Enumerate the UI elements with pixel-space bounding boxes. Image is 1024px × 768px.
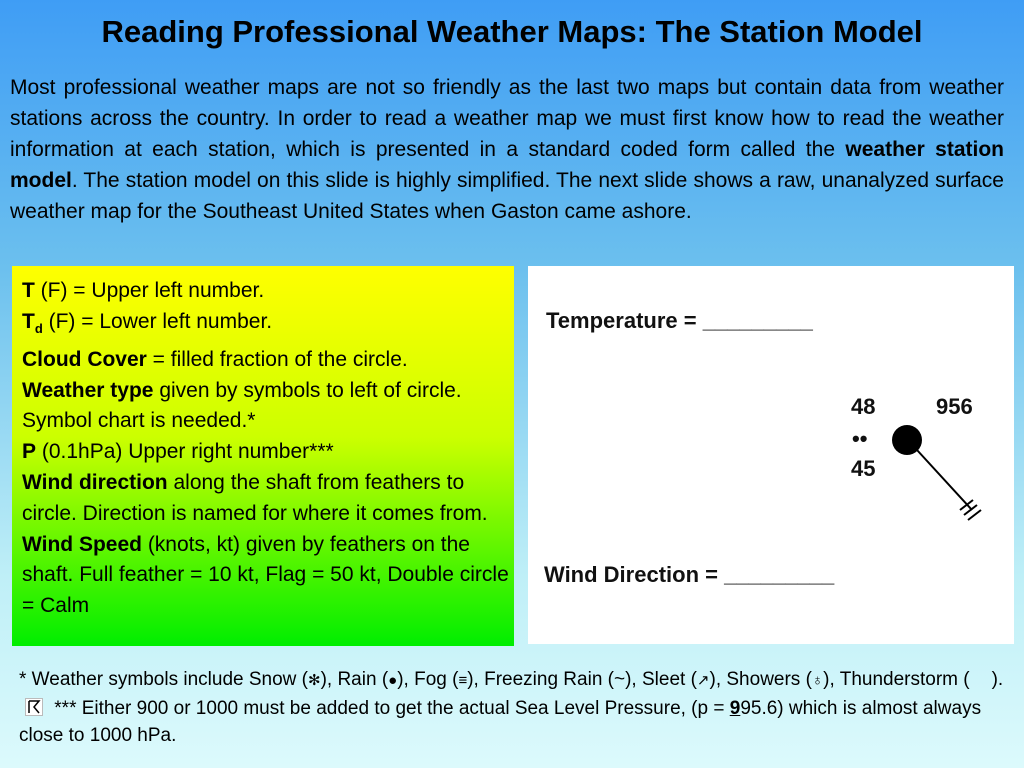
sleet-icon: ↗ — [696, 672, 710, 689]
legend-dewpoint — [22, 307, 514, 345]
intro-paragraph — [10, 72, 1004, 227]
weather-symbols-footnote — [19, 666, 1009, 750]
legend-cloud-cover — [22, 345, 514, 376]
footnote-text-2: ), Rain ( — [320, 669, 389, 690]
legend-weather-label: Weather type — [22, 378, 154, 402]
pressure-prefix-digit: 9 — [729, 697, 741, 719]
intro-emphasis: weather station model — [10, 138, 1004, 192]
footnote-text-3: ), Fog ( — [397, 669, 459, 690]
footnote-text-10: 95.6) which is almost always close to 1000 hPa. — [19, 697, 982, 746]
intro-text: Most professional weather maps are not so friendly as the last two maps but contain data from weather stations across the country. In order to read a weather map we must first know how to read the weather information at each station, which is presented in a standard coded form called the — [10, 76, 1004, 161]
station-model-legend — [12, 266, 514, 646]
page-title: Reading Professional Weather Maps: The Station Model — [101, 14, 923, 49]
legend-temperature — [22, 276, 514, 307]
legend-cloud-text: = filled fraction of the circle. — [146, 347, 408, 371]
thunderstorm-icon — [25, 698, 43, 716]
legend-winddir-text: along the shaft from feathers to circle. Direction is named for where it comes from. — [22, 470, 488, 525]
snow-icon: ✻ — [308, 672, 321, 689]
legend-winddir-label: Wind direction — [22, 470, 168, 494]
footnote-text-4: ), Freezing Rain ( — [467, 669, 614, 690]
legend-pressure — [22, 437, 514, 468]
legend-windspeed-label: Wind Speed — [22, 532, 142, 556]
dewpoint-value: 45 — [851, 456, 876, 481]
freezing-rain-icon: ~ — [614, 669, 626, 690]
footnote-text-9: *** Either 900 or 1000 must be added to get the actual Sea Level Pressure, (p = — [49, 697, 730, 719]
footnote-text-7: ), Thunderstorm ( — [823, 669, 970, 690]
legend-wind-speed — [22, 530, 514, 622]
footnote-text-5: ), Sleet ( — [625, 669, 697, 690]
footnote-text-8: ). — [991, 669, 1004, 690]
footnote-text-6: ), Showers ( — [709, 669, 812, 690]
legend-wind-direction — [22, 468, 514, 530]
pressure-value: 956 — [936, 394, 973, 419]
temperature-value: 48 — [851, 394, 876, 419]
wind-direction-blank-label: Wind Direction = _________ — [544, 562, 835, 587]
station-model-svg — [528, 266, 1014, 644]
legend-windspeed-text: (knots, kt) given by feathers on the shaft. Full feather = 10 kt, Flag = 50 kt, Double circle = Calm — [22, 532, 509, 618]
legend-weather-text: given by symbols to left of circle. Symbol chart is needed.* — [22, 378, 462, 433]
legend-temperature-label: T — [22, 279, 35, 302]
intro-text-end: . The station model on this slide is highly simplified. The next slide shows a raw, unanalyzed surface weather map for the Southeast United States when Gaston came ashore. — [10, 169, 1004, 223]
showers-icon: ♁ — [811, 672, 824, 689]
legend-dewpoint-text: (F) = Lower left number. — [42, 309, 273, 333]
station-model-diagram — [528, 266, 1014, 644]
wind-shaft — [917, 450, 972, 510]
legend-temperature-text: (F) = Upper left number. — [34, 279, 265, 302]
fog-icon: ≡ — [458, 672, 468, 689]
legend-pressure-text: (0.1hPa) Upper right number*** — [36, 440, 334, 464]
legend-cloud-label: Cloud Cover — [22, 347, 147, 371]
legend-weather-type — [22, 376, 514, 438]
legend-dewpoint-label: T — [22, 309, 35, 333]
legend-pressure-label: P — [22, 440, 37, 464]
weather-symbol: •• — [852, 426, 868, 451]
temperature-blank-label: Temperature = _________ — [546, 308, 813, 333]
legend-dewpoint-subscript: d — [34, 320, 43, 336]
rain-icon: ● — [388, 672, 398, 689]
footnote-text-1: * Weather symbols include Snow ( — [19, 669, 308, 690]
